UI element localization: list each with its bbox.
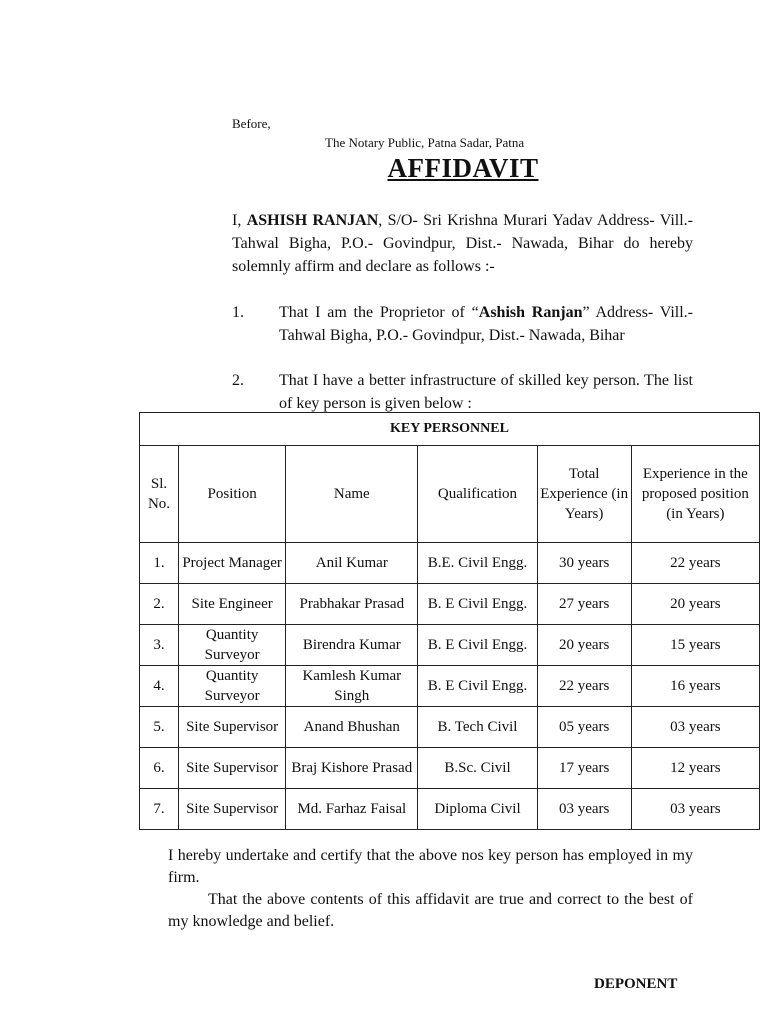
addressee-before: Before, <box>232 116 271 131</box>
cell-sl: 6. <box>140 748 179 789</box>
intro-prefix: I, <box>232 212 247 229</box>
cell-sl: 3. <box>140 625 179 666</box>
cell-qualification: B. E Civil Engg. <box>418 584 537 625</box>
deponent-signature-label: DEPONENT <box>594 976 678 992</box>
cell-position: Quantity Surveyor <box>179 666 286 707</box>
table-row <box>140 543 760 584</box>
table-row <box>140 707 760 748</box>
deponent-name: ASHISH RANJAN <box>246 212 379 229</box>
point-number: 1. <box>232 304 244 321</box>
cell-position-experience: 12 years <box>631 748 759 789</box>
cell-qualification: B.Sc. Civil <box>418 748 537 789</box>
cell-total-experience: 27 years <box>537 584 631 625</box>
cell-qualification: B. Tech Civil <box>418 707 537 748</box>
point-number: 2. <box>232 372 244 389</box>
intro-paragraph <box>232 209 693 278</box>
cell-name: Kamlesh Kumar Singh <box>286 666 418 707</box>
verification-text: That the above contents of this affidavit are true and correct to the best of my knowledge and belief. <box>168 891 693 930</box>
cell-name: Prabhakar Prasad <box>286 584 418 625</box>
table-header-row <box>140 446 760 543</box>
cell-position: Site Supervisor <box>179 789 286 830</box>
column-header: Total Experience (in Years) <box>537 446 631 543</box>
cell-qualification: B.E. Civil Engg. <box>418 543 537 584</box>
point-text <box>279 301 693 347</box>
addressee-notary: The Notary Public, Patna Sadar, Patna <box>325 135 525 150</box>
cell-sl: 2. <box>140 584 179 625</box>
cell-position: Site Supervisor <box>179 748 286 789</box>
cell-qualification: Diploma Civil <box>418 789 537 830</box>
intro-rest: , S/O- Sri Krishna Murari Yadav Address- Vill.- Tahwal Bigha, P.O.- Govindpur, Dist.- Nawada, Bihar do hereby solemnly affirm and declare as follows :- <box>232 212 693 275</box>
cell-total-experience: 20 years <box>537 625 631 666</box>
column-header: Position <box>179 446 286 543</box>
cell-position-experience: 16 years <box>631 666 759 707</box>
cell-name: Braj Kishore Prasad <box>286 748 418 789</box>
cell-position-experience: 15 years <box>631 625 759 666</box>
point-text: That I have a better infrastructure of skilled key person. The list of key person is given below : <box>279 372 693 412</box>
table-row <box>140 584 760 625</box>
cell-sl: 4. <box>140 666 179 707</box>
cell-qualification: B. E Civil Engg. <box>418 666 537 707</box>
table-row <box>140 625 760 666</box>
cell-position-experience: 03 years <box>631 707 759 748</box>
cell-total-experience: 30 years <box>537 543 631 584</box>
cell-total-experience: 05 years <box>537 707 631 748</box>
table-row <box>140 748 760 789</box>
cell-name: Birendra Kumar <box>286 625 418 666</box>
column-header: Qualification <box>418 446 537 543</box>
undertaking-text: I hereby undertake and certify that the above nos key person has employed in my firm. <box>168 847 693 886</box>
table-row <box>140 789 760 830</box>
cell-name: Md. Farhaz Faisal <box>286 789 418 830</box>
cell-position: Project Manager <box>179 543 286 584</box>
cell-total-experience: 22 years <box>537 666 631 707</box>
cell-total-experience: 17 years <box>537 748 631 789</box>
column-header: Name <box>286 446 418 543</box>
table-title: KEY PERSONNEL <box>140 413 760 446</box>
firm-name: Ashish Ranjan <box>478 304 583 321</box>
cell-position: Quantity Surveyor <box>179 625 286 666</box>
point-text-post: ” Address- Vill.- Tahwal Bigha, P.O.- Govindpur, Dist.- Nawada, Bihar <box>279 304 694 344</box>
closing-statement <box>168 845 693 933</box>
cell-qualification: B. E Civil Engg. <box>418 625 537 666</box>
column-header: Sl. No. <box>140 446 179 543</box>
cell-position-experience: 20 years <box>631 584 759 625</box>
cell-sl: 1. <box>140 543 179 584</box>
cell-sl: 5. <box>140 707 179 748</box>
document-title: AFFIDAVIT <box>387 153 539 183</box>
cell-name: Anil Kumar <box>286 543 418 584</box>
key-personnel-table <box>139 412 760 830</box>
cell-position-experience: 03 years <box>631 789 759 830</box>
cell-position: Site Supervisor <box>179 707 286 748</box>
point-text-pre: That I am the Proprietor of “ <box>279 304 479 321</box>
cell-position-experience: 22 years <box>631 543 759 584</box>
cell-position: Site Engineer <box>179 584 286 625</box>
cell-name: Anand Bhushan <box>286 707 418 748</box>
table-row <box>140 666 760 707</box>
cell-total-experience: 03 years <box>537 789 631 830</box>
column-header: Experience in the proposed position (in Years) <box>631 446 759 543</box>
cell-sl: 7. <box>140 789 179 830</box>
